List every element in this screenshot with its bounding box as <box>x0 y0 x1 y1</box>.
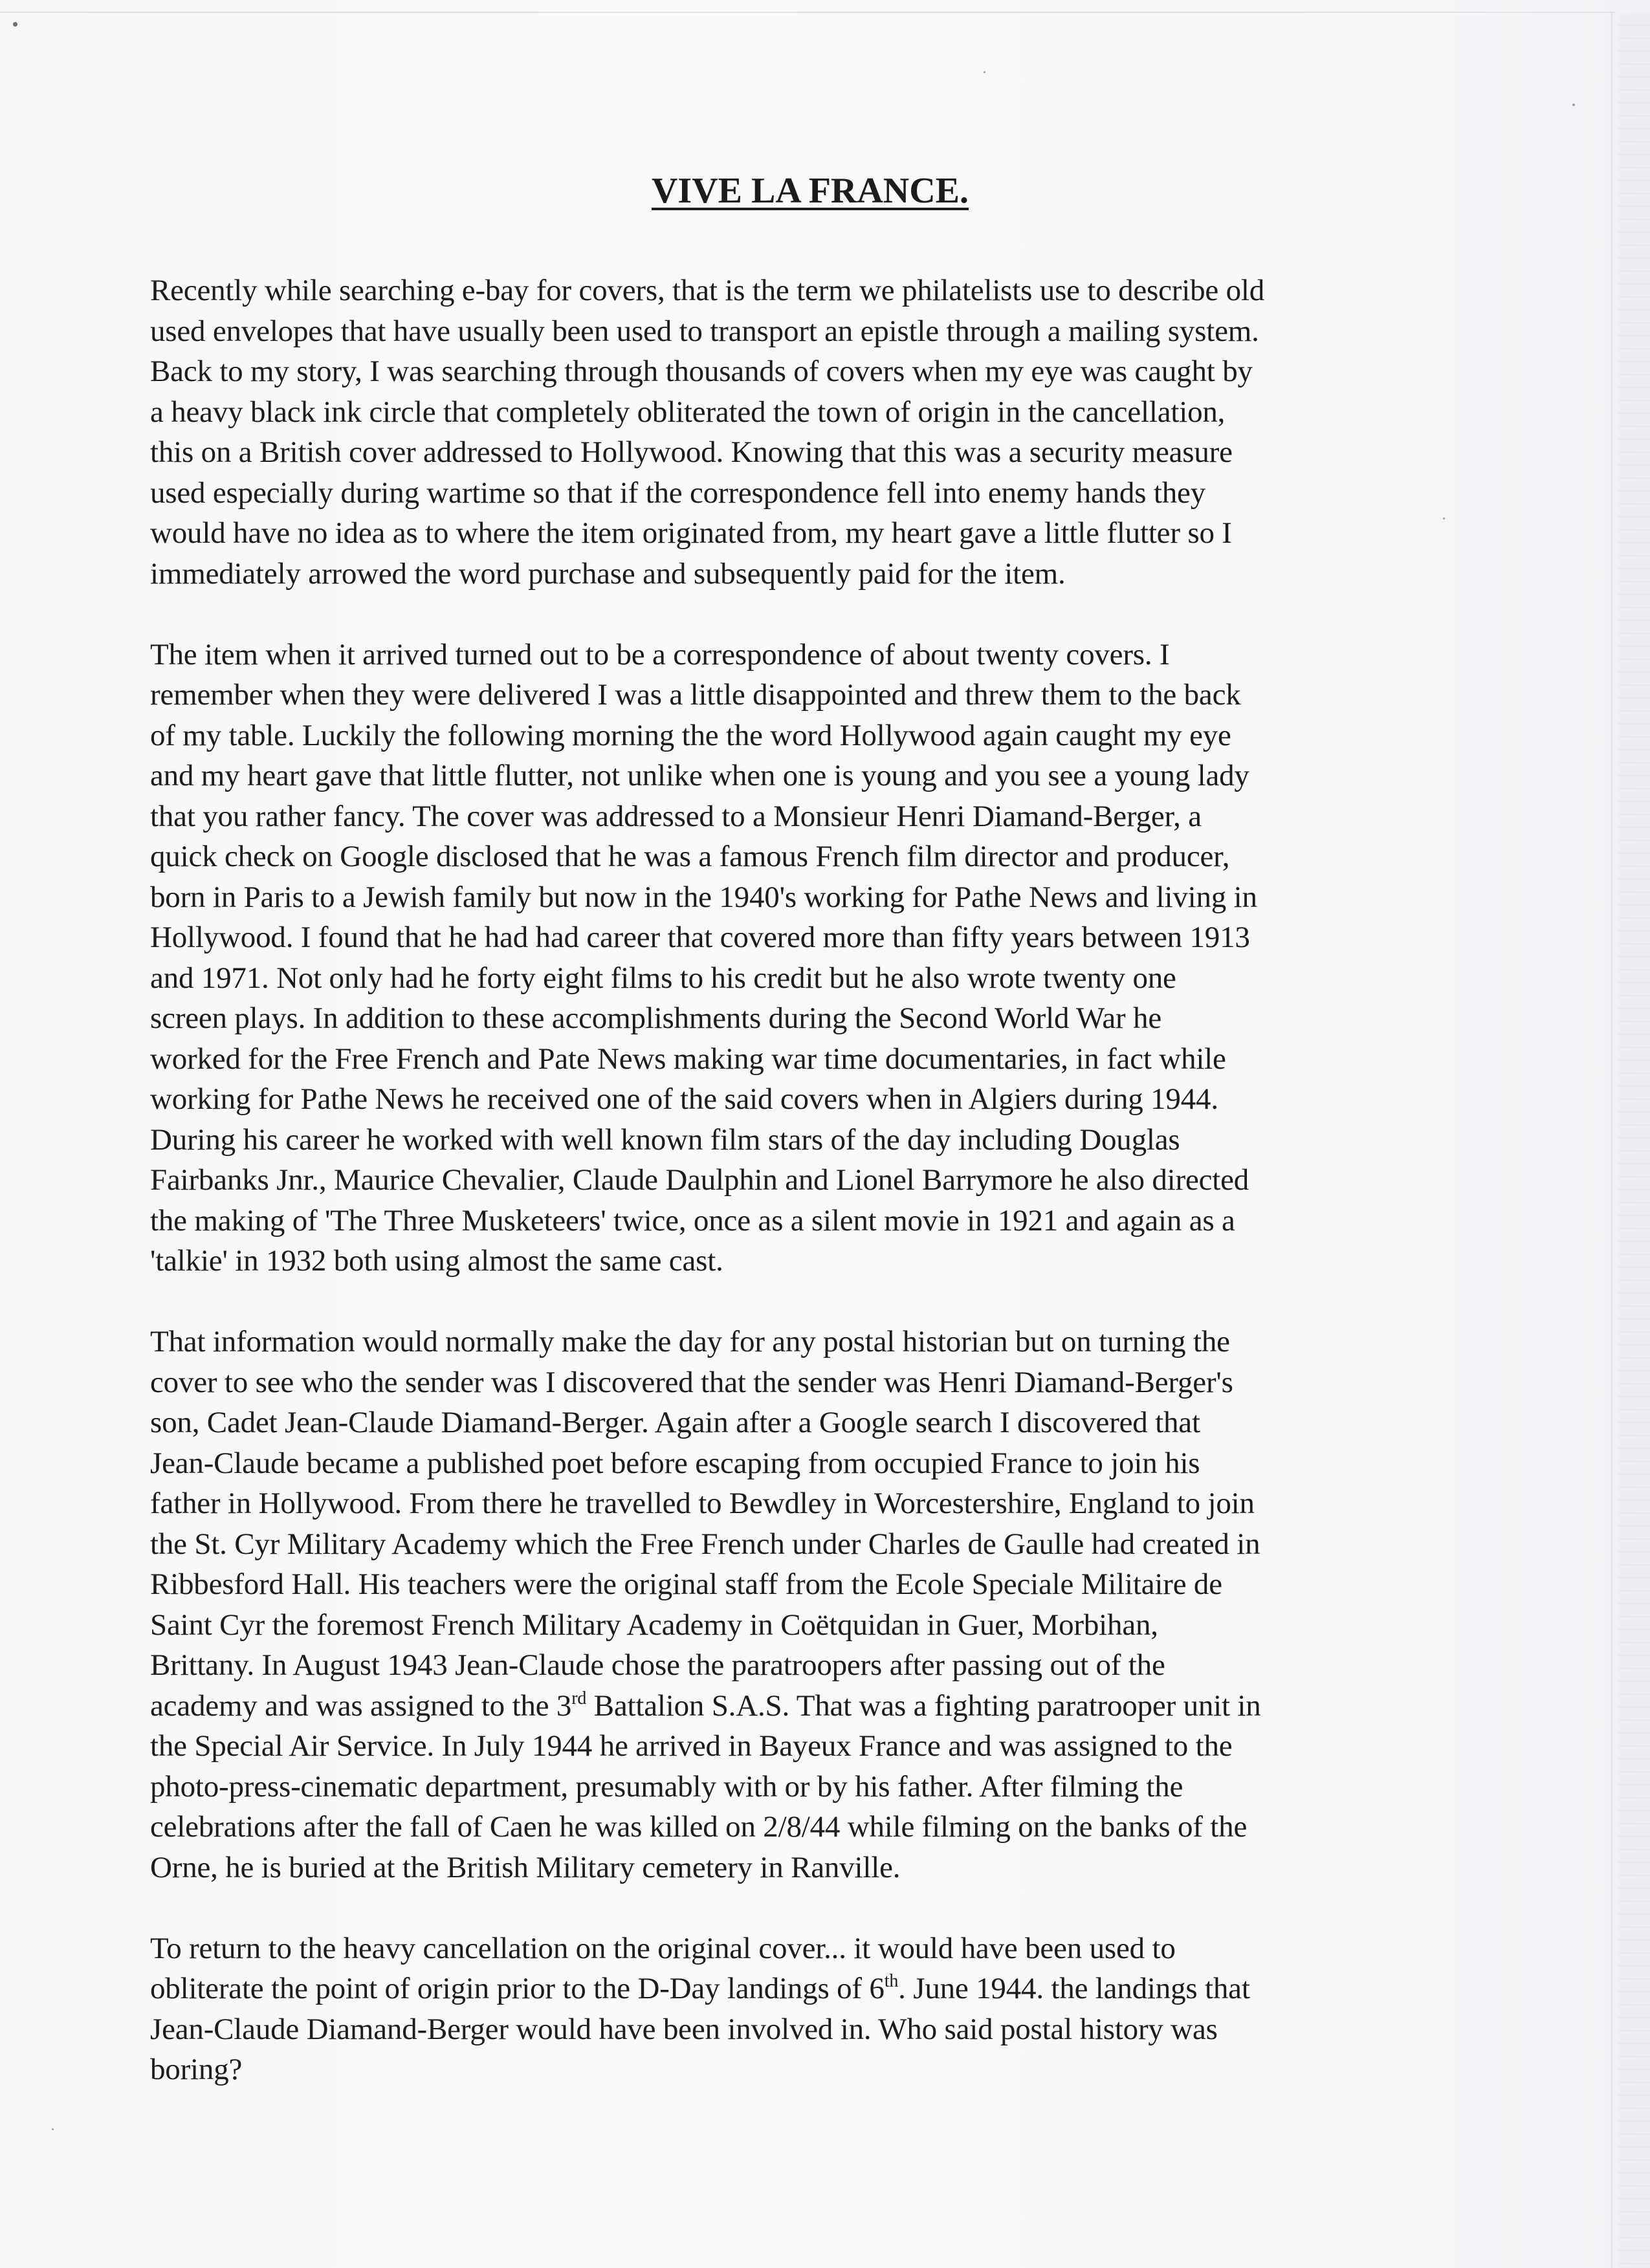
text-fragment: Battalion S.A.S. That was a fighting paratrooper unit in <box>586 1688 1261 1723</box>
text-line: Back to my story, I was searching through thousands of covers when my eye was caught by <box>150 354 1253 388</box>
text-line: Fairbanks Jnr., Maurice Chevalier, Claude Daulphin and Lionel Barrymore he also directed <box>150 1163 1249 1197</box>
text-line: Brittany. In August 1943 Jean-Claude chose the paratroopers after passing out of the <box>150 1648 1165 1682</box>
text-line: the making of 'The Three Musketeers' twice, once as a silent movie in 1921 and again as a <box>150 1203 1235 1238</box>
text-line-dday <box>150 1968 1470 2009</box>
paragraph-3 <box>150 1322 1470 1888</box>
scan-speck <box>984 71 985 73</box>
paragraph-gap <box>150 1281 1470 1322</box>
text-line: would have no idea as to where the item originated from, my heart gave a little flutter so I <box>150 516 1232 550</box>
text-line: boring? <box>150 2053 243 2086</box>
text-line: The item when it arrived turned out to be a correspondence of about twenty covers. I <box>150 637 1170 671</box>
page-top-edge <box>0 12 1615 13</box>
scan-mark <box>13 22 17 27</box>
paragraph-gap <box>150 1888 1470 1928</box>
text-line: a heavy black ink circle that completely obliterated the town of origin in the cancellation, <box>150 395 1226 429</box>
text-line-sas <box>150 1686 1470 1727</box>
text-line: and my heart gave that little flutter, not unlike when one is young and you see a young lady <box>150 759 1249 792</box>
text-line: photo-press-cinematic department, presumably with or by his father. After filming the <box>150 1769 1183 1804</box>
text-line: the St. Cyr Military Academy which the Free French under Charles de Gaulle had created in <box>150 1527 1260 1561</box>
text-line: During his career he worked with well known film stars of the day including Douglas <box>150 1122 1180 1157</box>
sleeve-edge-strip <box>1618 13 1650 2268</box>
page-right-edge <box>1611 13 1612 2268</box>
text-line: Hollywood. I found that he had had career that covered more than fifty years between 1913 <box>150 921 1250 954</box>
text-line: and 1971. Not only had he forty eight films to his credit but he also wrote twenty one <box>150 961 1176 995</box>
text-line: that you rather fancy. The cover was addressed to a Monsieur Henri Diamand-Berger, a <box>150 799 1202 833</box>
ordinal-suffix: th <box>884 1971 899 1991</box>
text-line: That information would normally make the day for any postal historian but on turning the <box>150 1325 1230 1358</box>
article-title: VIVE LA FRANCE. <box>651 171 969 211</box>
article <box>150 168 1470 2090</box>
text-line: 'talkie' in 1932 both using almost the same cast. <box>150 1244 723 1278</box>
scan-speck <box>1572 104 1575 106</box>
text-line: To return to the heavy cancellation on the original cover... it would have been used to <box>150 1931 1176 1965</box>
text-line: worked for the Free French and Pate News making war time documentaries, in fact while <box>150 1041 1226 1076</box>
text-line: Jean-Claude Diamand-Berger would have been involved in. Who said postal history was <box>150 2012 1218 2046</box>
text-line: Orne, he is buried at the British Military cemetery in Ranville. <box>150 1850 901 1884</box>
paragraph-2 <box>150 635 1470 1281</box>
paragraph-gap <box>150 594 1470 635</box>
ordinal-suffix: rd <box>571 1688 587 1708</box>
scan-speck <box>52 2128 54 2130</box>
text-line: used especially during wartime so that if the correspondence fell into enemy hands they <box>150 475 1205 510</box>
text-line: screen plays. In addition to these accomplishments during the Second World War he <box>150 1001 1161 1035</box>
text-line: the Special Air Service. In July 1944 he arrived in Bayeux France and was assigned to the <box>150 1729 1233 1763</box>
text-line: Saint Cyr the foremost French Military Academy in Coëtquidan in Guer, Morbihan, <box>150 1608 1158 1642</box>
paragraph-4 <box>150 1928 1470 2090</box>
text-line: this on a British cover addressed to Hollywood. Knowing that this was a security measure <box>150 435 1233 469</box>
text-line: son, Cadet Jean-Claude Diamand-Berger. Again after a Google search I discovered that <box>150 1406 1200 1439</box>
text-line: Jean-Claude became a published poet before escaping from occupied France to join his <box>150 1446 1200 1480</box>
text-line: father in Hollywood. From there he travelled to Bewdley in Worcestershire, England to join <box>150 1487 1255 1520</box>
text-line: cover to see who the sender was I discovered that the sender was Henri Diamand-Berger's <box>150 1365 1233 1399</box>
text-fragment: . June 1944. the landings that <box>898 1972 1250 2005</box>
paragraph-1 <box>150 270 1470 594</box>
text-line: immediately arrowed the word purchase and subsequently paid for the item. <box>150 556 1066 591</box>
text-line: of my table. Luckily the following morning the the word Hollywood again caught my eye <box>150 718 1231 752</box>
text-line: quick check on Google disclosed that he was a famous French film director and producer, <box>150 840 1230 873</box>
text-fragment: academy and was assigned to the 3 <box>150 1688 572 1723</box>
text-line: remember when they were delivered I was a little disappointed and threw them to the back <box>150 678 1241 712</box>
text-line: used envelopes that have usually been used to transport an epistle through a mailing system. <box>150 314 1259 348</box>
text-fragment: obliterate the point of origin prior to the D-Day landings of 6 <box>150 1972 885 2005</box>
text-line: born in Paris to a Jewish family but now in the 1940's working for Pathe News and living in <box>150 880 1257 914</box>
text-line: working for Pathe News he received one of the said covers when in Algiers during 1944. <box>150 1082 1218 1116</box>
text-line: celebrations after the fall of Caen he was killed on 2/8/44 while filming on the banks of the <box>150 1810 1248 1844</box>
text-line: Recently while searching e-bay for covers, that is the term we philatelists use to describe old <box>150 274 1265 307</box>
text-line: Ribbesford Hall. His teachers were the original staff from the Ecole Speciale Militaire de <box>150 1567 1222 1601</box>
